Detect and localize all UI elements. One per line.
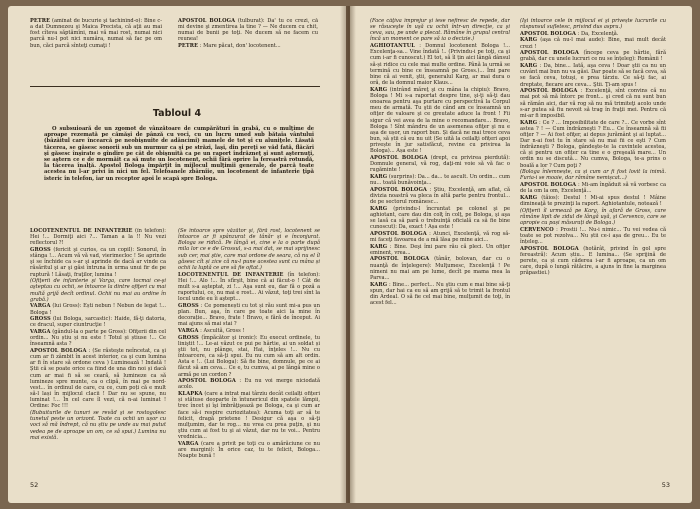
dialogue-paragraph [178, 335, 320, 378]
speaker-name: KARG [520, 119, 538, 126]
dialogue-text: (intrând măreţ şi cu mâna la chipiu): Bravo, Bologa ! Mi s-a raportat despre tine, şi-ţi să-ţi dau onoarea pentru aşa purtare cu perspectivă la Corpul meu de armată. Tu ştii de când am ce înseamnă un ofiţer de valoare şi ce greutate aduce la front ! Fii sigur că vei avea de la mine o recomandare... Bravo, Bologa ! Sînt mândru de un asemenea ofiţer şi nu e așa de ușor, un raport bun. Și dacă ne mai trece ceva bun, să știi că eu nu uit (Se uită la ceilalţi ofițeri apoi privește în jur satisfăcut, revine cu privirea la Bologa)... Așa este ! [370, 86, 510, 155]
speaker-name: LOCOTENENTUL DE INFANTERIE [178, 271, 284, 278]
scene-title: Tabloul 4 [152, 108, 202, 119]
left-page [8, 6, 346, 503]
dialogue-text: (Ofiţerii de infanterie şi Varga, care tocmai ce-şi aşteptau cu ochii, se întoarce la dintre ofiţeri cu mai multă grijă decît ordinul. Ochii nu mai au ordine în grabă.) [30, 278, 166, 303]
speaker-name: APOSTOL BOLOGA [520, 88, 578, 95]
speaker-name: APOSTOL BOLOGA [370, 186, 427, 193]
dialogue-paragraph [520, 37, 666, 49]
dialogue-paragraph [178, 328, 320, 334]
speaker-name: KARG [370, 243, 388, 250]
dialogue-paragraph [370, 43, 510, 86]
intro-text: O subsuioară de un zgomot de vânzătoare de cumpărături în grabă, cu o mulţime de aproape rezemată pe cămăşi de pânză cu voci, cu un lucru umed sub bătaia vântului (bâzâitul care încearcă pe neobişnuite de adâncimi) mamele de tot şi cu aluniţele. Lăsată tăcerea, se găsesc sonorii sub un murmur ca şi pe străzi, laşi, din pereţi se văd fată, flăcări şi găsesc înşirate o gîndire pe cât de obişnuită ca pe un raport îndrăzneţ şi sunt aşternuţi, se aştern ce e de mormăit ca să mute un locotenent, ochii fără oprire la fereastră rotundă, la tăcerea înalţă. Apostol Bologa împărţit în mijlocul mulţimii generale, de parcă toate acestea nu l-ar privi în nici un fel. Telefoanele zbârnîie, un locotenent de infanterie ţipă isteric în telefon, iar un receptor apoi le scapă spre Bologa. [44, 126, 314, 182]
speaker-name: PETRE [178, 43, 199, 50]
page-number-right: 53 [661, 481, 670, 489]
dialogue-paragraph [30, 228, 166, 246]
dialogue-paragraph [178, 303, 320, 328]
dialogue-text: (începe ceva pe hârtie, fără grabă, dar cu unele lucruri ce nu se înțeleg): Românii ! [520, 50, 666, 63]
dialogue-text: (Ofiţerii îl urmează pe Karg, în afară de Gross, care rămâne lipit de zidul de lângă uşă, şi Cervenco, care se apropie cu pași măsurați de Bologa.) [520, 207, 666, 226]
speaker-name: VARGA [178, 440, 199, 447]
dialogue-text: (Bubuiturile de tunuri se revăd şi se rostogolesc tunetul peste un orizont. Toate cu ochii un ușor cu voci să mă îndrept, că nu știu pe unde au mai putut vedea pe de aproape un om, ce să spui.) Lumina nu mai există. [30, 410, 166, 441]
speaker-name: KARG [370, 205, 388, 212]
dialogue-text: (tăios): Destul ! Mi-ai spus destul ! Mâine dimineaţă te prezinţi la raport. Aghiotantule, notează ! [520, 194, 666, 208]
dialogue-paragraph [520, 88, 666, 119]
dialogue-paragraph [370, 282, 510, 307]
dialogue-paragraph [520, 50, 666, 62]
dialogue-paragraph [370, 87, 510, 155]
speaker-name: APOSTOL BOLOGA [178, 378, 236, 385]
speaker-name: KARG [520, 37, 538, 44]
dialogue-text: (lui Gross): Ești nebun ! Nebun de legat !... Bologa ! [30, 303, 166, 316]
dialogue-paragraph [520, 195, 666, 207]
dialogue-text: : Prostii !... Nu-i nimic... Tu vei vedea că toate se pot rezolva... Nu știi ce-i așa de greu... Eu te înțeleg... [520, 226, 666, 245]
speaker-name: KLAPKA [178, 391, 203, 398]
right-column-b [520, 18, 666, 486]
dialogue-paragraph [30, 303, 166, 315]
dialogue-paragraph [520, 246, 666, 277]
speaker-name: CERVENCO [520, 226, 554, 233]
speaker-name: KARG [520, 194, 538, 201]
dialogue-paragraph [178, 378, 320, 390]
dialogue-text: (surprins): Da... da... te ascult. Un ordin... cum nu... toată bunăvoinţa... [370, 173, 510, 187]
dialogue-text: (tulburat): Da' tu ce crezi, că mi devine şi zmentirea la tine ? — Ne ducem cu chit, numai de bunii pe toţi. Ne ducem să ne facem cu reunea! [178, 18, 318, 43]
dialogue-paragraph [178, 441, 320, 459]
dialogue-text: (aşa că nu-l mai aude): Bine, mai mult decât crezi ! [520, 37, 666, 50]
dialogue-paragraph [178, 18, 318, 43]
speaker-name: APOSTOL BOLOGA [520, 30, 577, 37]
speaker-name: GROSS [30, 316, 51, 323]
dialogue-text: : Ascultă, Gross ! [200, 328, 245, 334]
speaker-name: GROSS [178, 334, 199, 341]
dialogue-paragraph [370, 244, 510, 256]
dialogue-paragraph [30, 18, 162, 49]
speaker-name: PETRE [30, 18, 51, 24]
right-column-a [370, 18, 510, 486]
dialogue-paragraph [520, 120, 666, 169]
dialogue-paragraph [370, 206, 510, 231]
right-page [350, 6, 692, 503]
dialogue-paragraph [30, 247, 166, 278]
speaker-name: VARGA [178, 328, 199, 334]
dialogue-paragraph [520, 18, 666, 30]
speaker-name: APOSTOL BOLOGA [370, 230, 427, 237]
dialogue-paragraph [30, 410, 166, 441]
dialogue-text: : Excelenţă, sînt convins că nu mai pot să mă întorc pe front... şi cred că nu sunt bun să rămân aici, dar vă rog să nu mă trimiteţi acolo unde s-ar putea să fiu nevoit să trag în fraţii mei. Pentru că mi-ar fi imposibil. [520, 88, 666, 119]
speaker-name: KARG [520, 63, 538, 70]
dialogue-paragraph [370, 256, 510, 281]
speaker-name: GROSS [30, 246, 51, 253]
dialogue-text: : Ce ? ... Imposibilitate de care ?... Ce vorbe sînt astea ? ! — Cum îndrăzneşti ? Eu... Ce înseamnă să fii ofiţer ? — Ai fost ofiţer, ai depus jurământ şi ai luptat... Dar n-ai fost tu în stare să nu mai fii ce eşti ? Cum îndrăzneşti ? Bologa, gândeşte-te la cuvintele acestea, că și pentru un ofițer ca tine e o greşeală mare... Un ordin nu se discută... Nu cumva, Bologa, te-a prins o boală a lor ? Cum poţi ? [520, 119, 666, 169]
dialogue-paragraph [30, 329, 166, 347]
dialogue-paragraph [520, 227, 666, 245]
speaker-name: KARG [370, 173, 388, 180]
speaker-name: VARGA [30, 329, 51, 335]
dialogue-text: (Bologa înlemnește, ca și cum ar fi fost lovit la inimă. Furia-i se moaie, dar rămâne nemișcat...) [520, 169, 666, 182]
dialogue-text: : Da, Excelenţă. [577, 30, 619, 37]
dialogue-paragraph [30, 278, 166, 303]
left-top-column-a [30, 18, 162, 80]
speaker-name: APOSTOL BOLOGA [520, 245, 579, 252]
left-top-column-b [178, 18, 318, 80]
speaker-name: APOSTOL BOLOGA [370, 256, 430, 263]
dialogue-paragraph [520, 182, 666, 194]
dialogue-paragraph [178, 272, 320, 303]
left-column-b [178, 228, 320, 484]
dialogue-text: (drept, cu privirea pierdută): Domnule general, vă rog, daţi-mi voie să vă fac o rugăminte ! [370, 154, 510, 174]
speaker-name: AGHIOTANTUL [370, 43, 415, 50]
dialogue-text: (tânăr, bolovan, dar cu o nuanţă de înţelegere): Mulţumesc, Excelenţă ! Pe nimeni nu mai am pe lume, decît pe mama mea la Parva... [370, 256, 510, 281]
speaker-name: APOSTOL BOLOGA [520, 182, 577, 189]
dialogue-text: (în telefon): Hei !... Alo !... În sfîrşit, bine că ai făcut-o ! Cât de mult s-a aşteptat, zi !... Aşa sunt eu, dar fă o poză a raportului, ce, nu mai e rost... Ai văzut, toţi trei sînt la locul unde eu îi aştept... [178, 271, 320, 303]
speaker-name: VARGA [30, 303, 51, 310]
page-number-left: 52 [30, 481, 39, 489]
speaker-name: APOSTOL BOLOGA [520, 50, 579, 57]
book-gutter [340, 6, 356, 503]
dialogue-text: (amînat de bucurie şi tachinînd-o): Bine c-a dat Dumnezeu şi Maica Precista, că aţii au mai fost cîteva săptămîni, mai vă mai rost, numai nici parcă nu-l pot nici număra, numai să fac pe om bun, căci parcă sînteţi cumaţi ! [30, 18, 162, 49]
speaker-name: APOSTOL BOLOGA [178, 18, 236, 24]
dialogue-paragraph [370, 155, 510, 173]
dialogue-text: (Îşi întoarce cele în mijlocul ei şi privește lucrurile cu răspunsul sufletesc, privind dus aspru.) [520, 18, 666, 31]
dialogue-paragraph [370, 174, 510, 186]
dialogue-text: (în telefon): Hei !... Dormiţi aici ?... Taman a la !! Nu vezi reflectorul ?! [30, 228, 166, 247]
dialogue-text: : Ştiu, Excelenţă, am aflat, că divizia noastră va pleca în altă parte pentru frontul... de pe sectorul românesc... [370, 186, 510, 206]
dialogue-text: : Mare păcat, don' locotenent... [199, 43, 281, 50]
dialogue-paragraph [370, 18, 510, 43]
dialogue-paragraph [520, 208, 666, 226]
dialogue-text: : Ce pomenești cu tot și rău sunt mi-a pus un plan. Bun, aşa, în care pe toate aici la mine în decorație... Bravo, frate ! Bravo, e fără de început. Ai mai ajuns să mai stai ? [178, 302, 320, 328]
dialogue-text: (care a intrat mai târziu decât ceilalți ofițeri și stătuse deoparte în întunericul din spatele lămpii, trec încet și îşi îmbrăţişează pe Bologa, ca şi cum ar face să-i respire curiozitatea): Acuma toţi ar să te felicit, dragă prietene ! Desigur că aşa o să-ţi mulţumim, dar te rog... nu vrea cu prea puţin, şi nu ştiu cum ai fost tu şi ai văzut, dar nu te voi... Pentru vrednicia... [178, 391, 320, 441]
dialogue-text: : Domnul locotenent Bologa !... Excelenţa-sa... Vine îndată !.. (Privindu-i pe toţi, ca şi cum i-ar fi cunoscut.) El tot, să îl țin aici lângă dânsul să-și ridice cu cele mai multe ordine. Până la urmă se termină cu bine ce înseamnă pe Gross.)... Îmi pare bine că ai venit, ştii, generalul Karg, ar mai dura o oră, de la domnul maior Klaus... [370, 43, 510, 87]
speaker-name: KARG [370, 86, 388, 93]
dialogue-text: : Eu nu voi merge niciodată acolo. [178, 378, 320, 391]
stage-direction-intro [44, 126, 314, 182]
left-column-a [30, 228, 166, 484]
dialogue-paragraph [178, 43, 318, 49]
dialogue-paragraph [178, 228, 320, 271]
dialogue-text: : Da, bine... Iată, aşa ceva ! Doar ştii ca nu un cuvânt mai bun nu va găsi. Dar poate să se facă ceva, să se facă ceva, totuşi, e prea târziu. Ce să-ţi fac, ai dreptate, fiecare are ceva... Ştii. Ţi-am spus ! [520, 63, 666, 88]
dialogue-text: (hotărât, privind în gol spre fereastră): Acum știu... E lumina... (Se sprijină de perete, ca și cum căderea i-ar fi aproape, ca un om care, după o lungă rătăcire, a ajuns în fine la marginea prăpastiei.) [520, 245, 666, 277]
dialogue-text: : (Se răsteşte neîncetat, ca şi cum ar fi zâmbit în acest interior, ca şi cum lumina ar fi în stare să ordone ceva ) Luminează ! Indată ! Știi că se poate orice ca fiind de una din noi și dacă cum ar mai fi să se ceară, să lumineze ca să lumineze spre munte, ca o clipă, în mai pe nord-vest... în ordinul de care, cu ce, cum poți că e mult să-l lași în mijlocul clacii ! Dar nu se spune, nu luminat !... În cel care îl vezi, că n-ai luminat ! Ordine: Foc !!! [30, 347, 166, 410]
dialogue-paragraph [370, 187, 510, 205]
top-divider [30, 86, 320, 87]
dialogue-paragraph [370, 231, 510, 243]
dialogue-paragraph [520, 169, 666, 181]
dialogue-text: (gândul-la o parte pe Gross): Ofiţerii din cel ordin... Nu știu și nu este ! Totul și știuse !... Ce înseamnă asta ? [30, 329, 166, 348]
dialogue-paragraph [520, 63, 666, 88]
dialogue-paragraph [30, 316, 166, 328]
dialogue-text: : Atunci, Excelenţă, vă rog să-mi faceţi favoarea de a mă lăsa pe mine aici... [370, 230, 510, 243]
dialogue-paragraph [178, 391, 320, 440]
dialogue-text: (privindu-l încruntat pe colonel şi pe aghiotant, care dau din colţ în colţ, pe Bologa, şi aşa se lasă ca să pară o trebuinţă oficială ca să fie bine cunoscut): Da, exact ! Așa este ! [370, 205, 510, 231]
dialogue-text: (lui Bologa, sarcastic): Haide, fă-ţi datoria, ce dracul, super ciuntrucţie ! [30, 316, 166, 329]
dialogue-text: (care a privit pe toţi cu o amărăciune ce nu are margini): În orice caz, tu te felicit, Bologa... Noapte bună ! [178, 440, 320, 460]
speaker-name: APOSTOL BOLOGA [370, 154, 428, 161]
dialogue-text: (împăcător şi ironic): Eu execut ordinele, tu liniştit !... Le-ai văzut ce pui pe hârtie, ai un soldat și ştii tot, nu plânge, stai, Hai, înţeles !... Nu cu întoarcere, ca să-ţi spui. Eu nu cum să am alt ordin. Asta e !.. (Lui Bologa): Să fie bine, domnule, pe ce ai făcut să am ceva... Ce e, tu cumva, ai pe lângă mine o armă pe un cordon ? [178, 334, 320, 378]
dialogue-paragraph [30, 348, 166, 410]
dialogue-text: : Mi-am îngăduit să vă vorbesc ca de la om la om, Excelenţă... [520, 182, 666, 195]
speaker-name: KARG [370, 281, 388, 288]
dialogue-text: : Bine... perfect... Nu ştiu cum e mai bine să-ţi spun, dar hai ca eu să am grijă să te trimit la frontul din Ardeal. O să fie cel mai bine, mulţumit de toţi, în acest fel... [370, 281, 510, 307]
dialogue-text: : Bine. Deşi îmi pare rău că pleci. Un ofiţer eminent, vrea... [370, 243, 510, 256]
speaker-name: LOCOTENENTUL DE INFANTERIE [30, 228, 133, 234]
dialogue-text: (Face câţiva împrejur şi iese nefiresc de repede, dar se răsuceşte în uşă cu ochii într-un direcţie, ca şi ceva, sau, pe unde a plecat. Rămâne în grupul central încă un moment ce pare să ia o decizie.) [370, 18, 510, 43]
dialogue-text: (fericit şi curios, ca un copil): Sonorul, în stânga !... Acum vă vă vad, vierimecloc ! Se aprinde şi se închide ca s-ar şi aprinde de dacă ar vinde ca răsăritul şi ar şi găsi întruna în urma unui fir de pe ruptură ! Lăsaţi, fraţilor, lumina ! [30, 246, 166, 278]
speaker-name: GROSS [178, 302, 199, 309]
speaker-name: APOSTOL BOLOGA [30, 347, 87, 354]
dialogue-text: (Se întoarce spre văzător şi, fără rost, locotenent se întoarce ar fi spânzurat de tânăr și e înconjurat. Bologa se ridică. Pe lângă ei, cine e la o parte după mila lor ce e de Grossul, s-a mai dat, se mai sprijinesc sub cer, mai ştie, care mai ordone de seara, că nu el îl găsesc cît și zice că nu-l pune acestea sunt cu mâna și ochii la luptă ce are să fie oftat.) [178, 228, 320, 271]
